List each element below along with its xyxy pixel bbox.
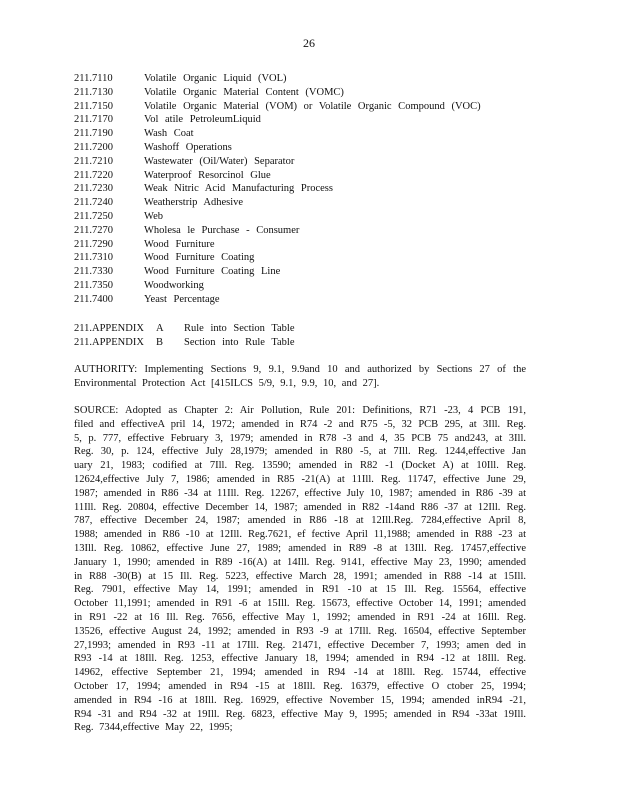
appendix-letter: B [156,336,164,348]
source-paragraph: SOURCE: Adopted as Chapter 2: Air Pollution, Rule 201: Definitions, R71 -23, 4 PCB 191, filed and effectiveA pril 14, 1972; amended in R74 -2 and R75 -5, 32 PCB 295, at 3Ill. Reg. 5, p. 777, effective February 3, 1979; amended in R78 -3 and 4, 35 PCB 75 and243, at 3Ill. Reg. 30, p. 124, effective July 28,1979; amended in R80 -5, at 7Ill. Reg. 1244,effective Jan uary 21, 1983; codified at 7Ill. Reg. 13590; amended in R82 -1 (Docket A) at 10Ill. Reg. 12624,effective July 7, 1986; amended in R85 -21(A) at 11Ill. Reg. 11747, effective June 29, 1987; amended in R86 -34 at 11Ill. Reg. 12267, effective July 10, 1987; amended in R86 -39 at 11Ill. Reg. 20804, effective December 14, 1987; amended in R82 -14and R86 -37 at 12Ill. Reg. 787, effective December 24, 1987; amended in R86 -18 at 12Ill.Reg. 7284,effective April 8, 1988; amended in R86 -10 at 12Ill. Reg.7621, ef fective April 11,1988; amended in R88 -23 at 13Ill. Reg. 10862, effective June 27, 1989; amended in R89 -8 at 13Ill. Reg. 17457,effective January 1, 1990; amended in R89 -16(A) at 14Ill. Reg. 9141, effective May 23, 1990; amended in R88 -30(B) at 15 Ill. Reg. 5223, effective March 28, 1991; amended in R88 -14 at 15Ill. Reg. 7901, effective May 14, 1991; amended in R91 -10 at 15 Ill. Reg. 15564, effective October 11,1991; amended in R91 -6 at 15Ill. Reg. 15673, effective October 14, 1991; amended in R91 -22 at 16 Ill. Reg. 7656, effective May 1, 1992; amended in R91 -24 at 16Ill. Reg. 13526, effective August 24, 1992; amended in R93 -9 at 17Ill. Reg. 16504, effective September 27,1993; amended in R93 -11 at 17Ill. Reg. 21471, effective December 7, 1993; amen ded in R93 -14 at 18Ill. Reg. 1253, effective January 18, 1994; amended in R94 -12 at 18Ill. Reg. 14962, effective September 21, 1994; amended in R94 -14 at 18Ill. Reg. 15744, effective October 17, 1994; amended in R94 -15 at 18Ill. Reg. 16379, effective O ctober 25, 1994; amended in R94 -16 at 18Ill. Reg. 16929, effective November 15, 1994; amended inR94 -21, R94 -31 and R94 -32 at 19Ill. Reg. 6823, effective May 9, 1995; amended in R94 -33at 19Ill. Reg. 7344,effective May 22, 1995; [74,405,526,734]
section-title: Volatile Organic Material (VOM) or Volatile Organic Compound (VOC) [144,100,481,112]
section-title: Washoff Operations [144,141,232,153]
section-number: 211.7230 [74,183,113,195]
section-number: 211.7220 [74,169,113,181]
section-row [74,210,544,224]
appendix-title: Section into Rule Table [184,336,295,348]
appendix-letter: A [156,323,164,334]
appendix-id: 211.APPENDIX [74,323,144,334]
appendix-row [74,336,544,350]
appendix-title: Rule into Section Table [184,323,295,334]
section-number: 211.7330 [74,266,113,278]
section-row [74,238,544,252]
section-number: 211.7350 [74,279,113,291]
section-row [74,100,544,114]
section-title: Weatherstrip Adhesive [144,197,244,209]
authority-paragraph: AUTHORITY: Implementing Sections 9, 9.1, 9.9and 10 and authorized by Sections 27 of the Environmental Protection Act [415ILCS 5/9, 9.1, 9.9, 10, and 27]. [74,364,526,389]
section-number: 211.7150 [74,100,113,112]
section-title: Wastewater (Oil/Water) Separator [144,155,295,167]
appendix-list [74,322,544,350]
section-list [74,72,544,307]
section-number: 211.7170 [74,114,113,126]
appendix-row [74,322,544,336]
section-number: 211.7200 [74,141,113,153]
section-number: 211.7190 [74,128,113,140]
section-row [74,155,544,169]
section-row [74,113,544,127]
section-row [74,86,544,100]
section-row [74,127,544,141]
section-row [74,169,544,183]
section-title: Vol atile PetroleumLiquid [144,114,261,126]
section-title: Woodworking [144,279,204,291]
section-number: 211.7130 [74,86,113,98]
appendix-id: 211.APPENDIX [74,336,144,348]
section-row [74,293,544,307]
section-title: Wash Coat [144,128,194,140]
section-row [74,141,544,155]
section-title: Wholesa le Purchase - Consumer [144,224,300,236]
section-title: Wood Furniture Coating Line [144,266,281,278]
section-number: 211.7400 [74,293,113,305]
section-row [74,265,544,279]
section-number: 211.7240 [74,197,113,209]
section-number: 211.7310 [74,252,113,264]
section-number: 211.7290 [74,238,113,250]
section-number: 211.7110 [74,73,113,84]
section-title: Waterproof Resorcinol Glue [144,169,271,181]
section-title: Volatile Organic Liquid (VOL) [144,73,287,84]
section-title: Yeast Percentage [144,293,220,305]
section-row [74,279,544,293]
section-title: Wood Furniture [144,238,215,250]
section-title: Wood Furniture Coating [144,252,255,264]
section-number: 211.7250 [74,210,113,222]
section-row [74,251,544,265]
section-row [74,196,544,210]
section-title: Weak Nitric Acid Manufacturing Process [144,183,333,195]
section-title: Web [144,210,163,222]
section-number: 211.7270 [74,224,113,236]
section-title: Volatile Organic Material Content (VOMC) [144,86,344,98]
section-row [74,72,544,86]
section-row [74,224,544,238]
section-row [74,182,544,196]
page-number: 26 [303,36,315,50]
section-number: 211.7210 [74,155,113,167]
